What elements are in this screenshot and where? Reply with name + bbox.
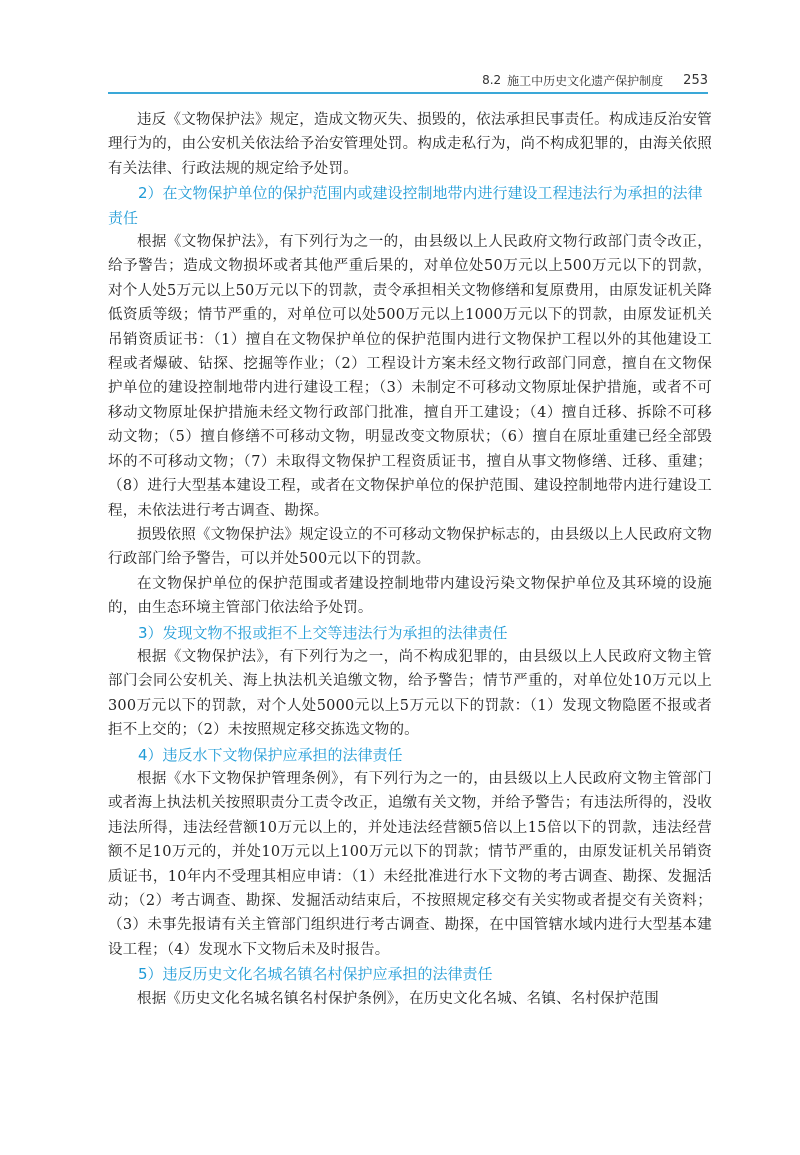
paragraph: 在文物保护单位的保护范围或者建设控制地带内建设污染文物保护单位及其环境的设施的，由生态环境主管部门依法给予处罚。 bbox=[108, 575, 712, 617]
paragraph: 损毁依照《文物保护法》规定设立的不可移动文物保护标志的，由县级以上人民政府文物行政部门给予警告，可以并处500元以下的罚款。 bbox=[108, 526, 712, 568]
paragraph: 根据《文物保护法》，有下列行为之一，尚不构成犯罪的，由县级以上人民政府文物主管部门会同公安机关、海上执法机关追缴文物，给予警告；情节严重的，对单位处10万元以上300万元以下的罚款，对个人处5000元以上5万元以下的罚款：（1）发现文物隐匿不报或者拒不上交的；（2）未按照规定移交拣选文物的。 bbox=[108, 648, 712, 739]
running-header bbox=[108, 68, 708, 94]
paragraph: 违反《文物保护法》规定，造成文物灭失、损毁的，依法承担民事责任。构成违反治安管理行为的，由公安机关依法给予治安管理处罚。构成走私行为，尚不构成犯罪的，由海关依照有关法律、行政法规的规定给予处罚。 bbox=[108, 112, 712, 177]
paragraph: 根据《历史文化名城名镇名村保护条例》，在历史文化名城、名镇、名村保护范围 bbox=[137, 990, 659, 1007]
page-number: 253 bbox=[683, 72, 708, 88]
paragraph: 根据《水下文物保护管理条例》，有下列行为之一的，由县级以上人民政府文物主管部门或者海上执法机关按照职责分工责令改正，追缴有关文物，并给予警告；有违法所得的，没收违法所得，违法经营额10万元以上的，并处违法经营额5倍以上15倍以下的罚款，违法经营额不足10万元的，并处10万元以上100万元以下的罚款；情节严重的，由原发证机关吊销资质证书，10年内不受理其相应申请：（1）未经批准进行水下文物的考古调查、勘探、发掘活动；（2）考古调查、勘探、发掘活动结束后，不按照规定移交有关实物或者提交有关资料；（3）未事先报请有关主管部门组织进行考古调查、勘探，在中国管辖水域内进行大型基本建设工程；（4）发现水下文物后未及时报告。 bbox=[108, 770, 712, 958]
section-heading: 5）违反历史文化名城名镇名村保护应承担的法律责任 bbox=[138, 965, 493, 984]
section-heading: 2）在文物保护单位的保护范围内或建设控制地带内进行建设工程违法行为承担的法律责任 bbox=[108, 184, 703, 227]
section-heading: 3）发现文物不报或拒不上交等违法行为承担的法律责任 bbox=[138, 623, 508, 642]
body-text bbox=[108, 108, 712, 1011]
section-heading: 4）违反水下文物保护应承担的法律责任 bbox=[138, 745, 403, 764]
chapter-title: 施工中历史文化遗产保护制度 bbox=[507, 73, 664, 88]
section-number: 8.2 bbox=[482, 73, 502, 87]
paragraph: 根据《文物保护法》，有下列行为之一的，由县级以上人民政府文物行政部门责令改正，给予警告；造成文物损坏或者其他严重后果的，对单位处50万元以上500万元以下的罚款，对个人处5万元以上50万元以下的罚款，责令承担相关文物修缮和复原费用，由原发证机关降低资质等级；情节严重的，对单位可以处500万元以上1000万元以下的罚款，由原发证机关吊销资质证书：（1）擅自在文物保护单位的保护范围内进行文物保护工程以外的其他建设工程或者爆破、钻探、挖掘等作业；（2）工程设计方案未经文物行政部门同意，擅自在文物保护单位的建设控制地带内进行建设工程；（3）未制定不可移动文物原址保护措施，或者不可移动文物原址保护措施未经文物行政部门批准，擅自开工建设；（4）擅自迁移、拆除不可移动文物；（5）擅自修缮不可移动文物，明显改变文物原状；（6）擅自在原址重建已经全部毁坏的不可移动文物；（7）未取得文物保护工程资质证书，擅自从事文物修缮、迁移、重建；（8）进行大型基本建设工程，或者在文物保护单位的保护范围、建设控制地带内进行建设工程，未依法进行考古调查、勘探。 bbox=[108, 234, 712, 519]
